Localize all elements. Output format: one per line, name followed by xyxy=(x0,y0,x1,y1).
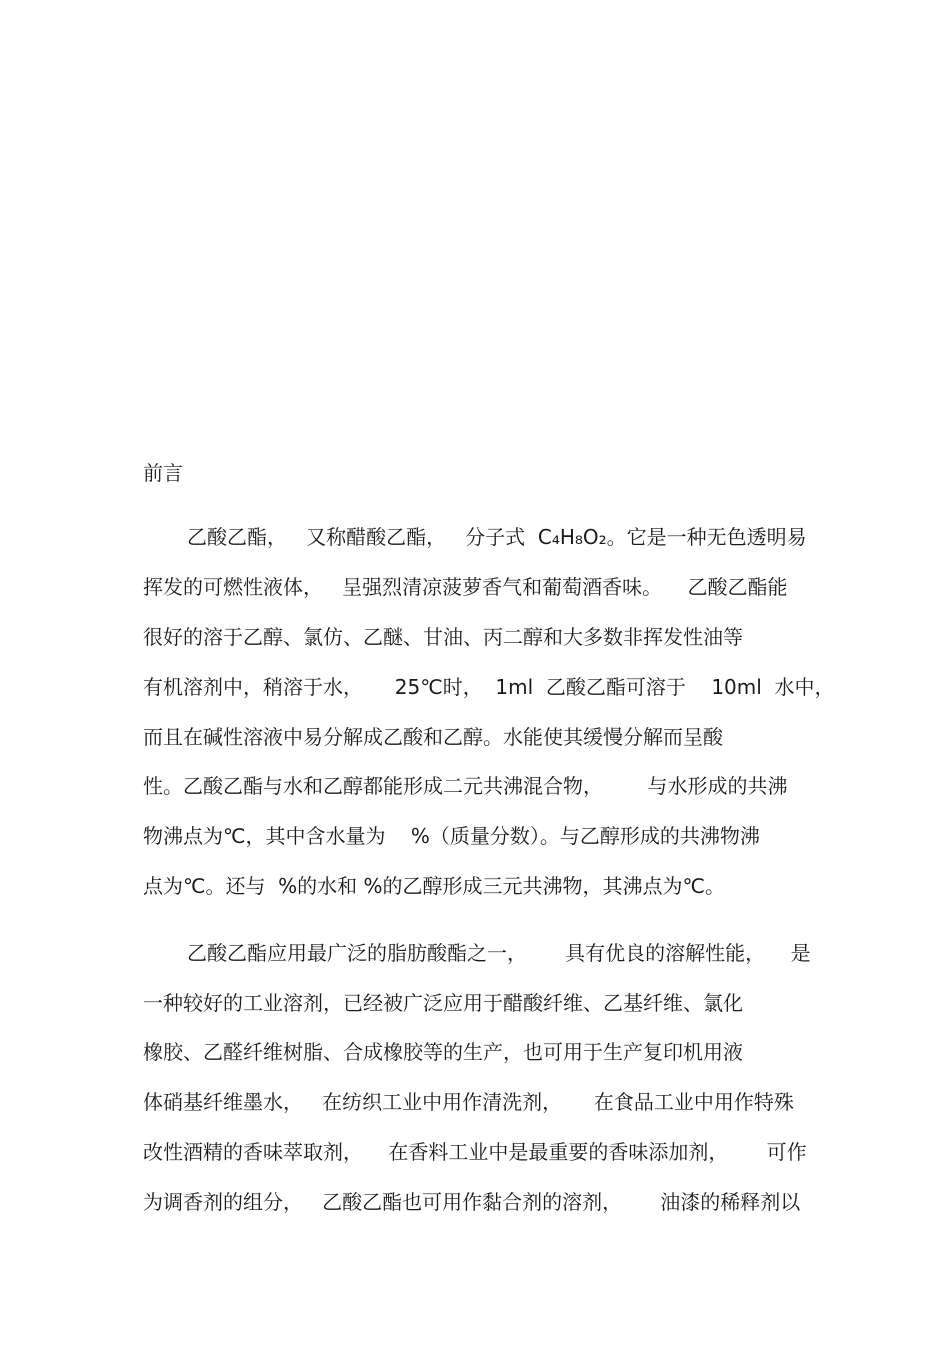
paragraph-line: 改性酒精的香味萃取剂， 在香料工业中是最重要的香味添加剂， 可作 xyxy=(143,1140,807,1164)
paragraph-line: 很好的溶于乙醇、氯仿、乙醚、甘油、丙二醇和大多数非挥发性油等 xyxy=(143,625,743,649)
paragraph-line: 性。乙酸乙酯与水和乙醇都能形成二元共沸混合物， 与水形成的共沸 xyxy=(143,774,788,798)
section-heading: 前言 xyxy=(143,461,183,485)
paragraph-line: 为调香剂的组分， 乙酸乙酯也可用作黏合剂的溶剂， 油漆的稀释剂以 xyxy=(143,1190,801,1214)
paragraph-line: 橡胶、乙醛纤维树脂、合成橡胶等的生产，也可用于生产复印机用液 xyxy=(143,1040,743,1064)
paragraph-line: 而且在碱性溶液中易分解成乙酸和乙醇。水能使其缓慢分解而呈酸 xyxy=(143,725,723,749)
paragraph-line: 乙酸乙酯应用最广泛的脂肪酸酯之一， 具有优良的溶解性能， 是 xyxy=(187,941,811,965)
paragraph-line: 点为℃。还与 %的水和 %的乙醇形成三元共沸物，其沸点为℃。 xyxy=(143,874,726,898)
paragraph-line: 乙酸乙酯， 又称醋酸乙酯， 分子式 C₄H₈O₂。它是一种无色透明易 xyxy=(187,525,807,549)
paragraph-line: 挥发的可燃性液体， 呈强烈清凉菠萝香气和葡萄酒香味。 乙酸乙酯能 xyxy=(143,575,788,599)
paragraph-line: 体硝基纤维墨水， 在纺织工业中用作清洗剂， 在食品工业中用作特殊 xyxy=(143,1090,794,1114)
paragraph-line: 物沸点为℃，其中含水量为 %（质量分数）。与乙醇形成的共沸物沸 xyxy=(143,824,760,848)
paragraph-line: 一种较好的工业溶剂，已经被广泛应用于醋酸纤维、乙基纤维、氯化 xyxy=(143,991,743,1015)
paragraph-line: 有机溶剂中，稍溶于水， 25℃时， 1ml 乙酸乙酯可溶于 10ml 水中， xyxy=(143,675,835,699)
